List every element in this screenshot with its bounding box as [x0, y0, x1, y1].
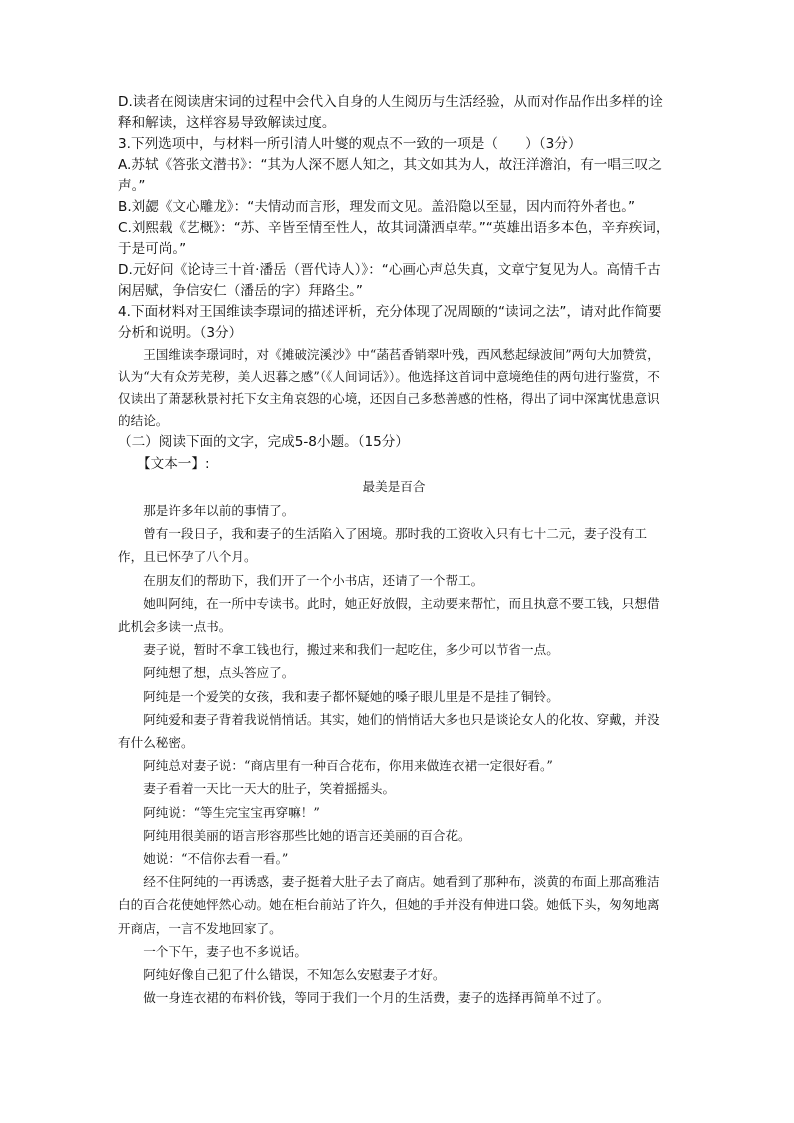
story-paragraph: 妻子看着一天比一天大的肚子，笑着摇摇头。 [143, 781, 396, 797]
story-paragraph: 阿纯是一个爱笑的女孩，我和妻子都怀疑她的嗓子眼儿里是不是挂了铜铃。 [143, 688, 559, 704]
story-paragraph: 阿纯说：“等生完宝宝再穿嘛！” [143, 804, 320, 820]
story-title: 最美是百合 [362, 479, 426, 494]
story-paragraph: 一个下午，妻子也不多说话。 [143, 943, 307, 959]
question-2-option-d: D.读者在阅读唐宋词的过程中会代入自身的人生阅历与生活经验，从而对作品作出多样的诠释和解读，这样容易导致解读过度。 [118, 94, 663, 131]
question-3-option-d: D.元好问《论诗三十首·潘岳（晋代诗人）》：“心画心声总失真，文章宁复见为人。高情千古闲居赋，争信安仁（潘岳的字）拜路尘。” [118, 262, 661, 299]
story-paragraph: 做一身连衣裙的布料价钱，等同于我们一个月的生活费，妻子的选择再简单不过了。 [143, 990, 610, 1006]
section-2-heading: （二）阅读下面的文字，完成5-8小题。（15分） [118, 434, 409, 450]
text-one-label: 【文本一】: [137, 456, 210, 472]
story-paragraph: 阿纯用很美丽的语言形容那些比她的语言还美丽的百合花。 [143, 827, 471, 843]
question-4-material: 王国维读李璟词时，对《摊破浣溪沙》中“菡萏香销翠叶残，西风愁起绿波间”两句大加赞赏，认为“大有众芳芜秽，美人迟暮之感”（《人间词话》）。他选择这首词中意境绝佳的两句进行鉴赏，不仅读出了萧瑟秋景衬托下女主角哀怨的心境，还因自己多愁善感的性格，得出了词中深寓忧患意识的结论。 [118, 347, 660, 428]
question-3-stem: 3.下列选项中，与材料一所引清人叶燮的观点不一致的一项是（ ）（3分） [118, 136, 582, 152]
story-paragraph: 曾有一段日子，我和妻子的生活陷入了困境。那时我的工资收入只有七十二元，妻子没有工作，且已怀孕了八个月。 [118, 526, 647, 565]
text-column [118, 92, 670, 1009]
story-paragraph: 阿纯好像自己犯了什么错误，不知怎么安慰妻子才好。 [143, 967, 446, 983]
story-paragraph: 经不住阿纯的一再诱惑，妻子挺着大肚子去了商店。她看到了那种布，淡黄的布面上那高雅洁白的百合花使她怦然心动。她在柜台前站了许久，但她的手并没有伸进口袋。她低下头，匆匆地离开商店，一言不发地回家了。 [118, 874, 660, 936]
story-paragraph: 阿纯想了想，点头答应了。 [143, 665, 295, 681]
story-paragraph: 她说：“不信你去看一看。” [143, 851, 289, 867]
story-paragraph: 阿纯总对妻子说：“商店里有一种百合花布，你用来做连衣裙一定很好看。” [143, 758, 553, 774]
question-3-option-a: A.苏轼《答张文潜书》：“其为人深不愿人知之，其文如其为人，故汪洋澹泊，有一唱三叹之声。” [118, 157, 662, 194]
story-paragraph: 妻子说，暂时不拿工钱也行，搬过来和我们一起吃住，多少可以节省一点。 [143, 642, 559, 658]
question-4-stem: 4.下面材料对王国维读李璟词的描述评析，充分体现了况周颐的“读词之法”，请对此作简要分析和说明。（3分） [118, 304, 662, 341]
story-paragraph: 她叫阿纯，在一所中专读书。此时，她正好放假，主动要来帮忙，而且执意不要工钱，只想借此机会多读一点书。 [118, 595, 660, 635]
story-paragraph: 在朋友们的帮助下，我们开了一个小书店，还请了一个帮工。 [143, 572, 484, 588]
story-paragraph: 阿纯爱和妻子背着我说悄悄话。其实，她们的悄悄话大多也只是谈论女人的化妆、穿戴，并没有什么秘密。 [118, 711, 660, 751]
story-paragraph: 那是许多年以前的事情了。 [143, 503, 295, 518]
question-3-option-c: C.刘熙载《艺概》：“苏、辛皆至情至性人，故其词潇洒卓荦。”“英雄出语多本色，辛弃疾词，于是可尚。” [118, 220, 670, 257]
question-3-option-b: B.刘勰《文心雕龙》：“夫情动而言形，理发而文见。盖沿隐以至显，因内而符外者也。” [118, 199, 636, 215]
